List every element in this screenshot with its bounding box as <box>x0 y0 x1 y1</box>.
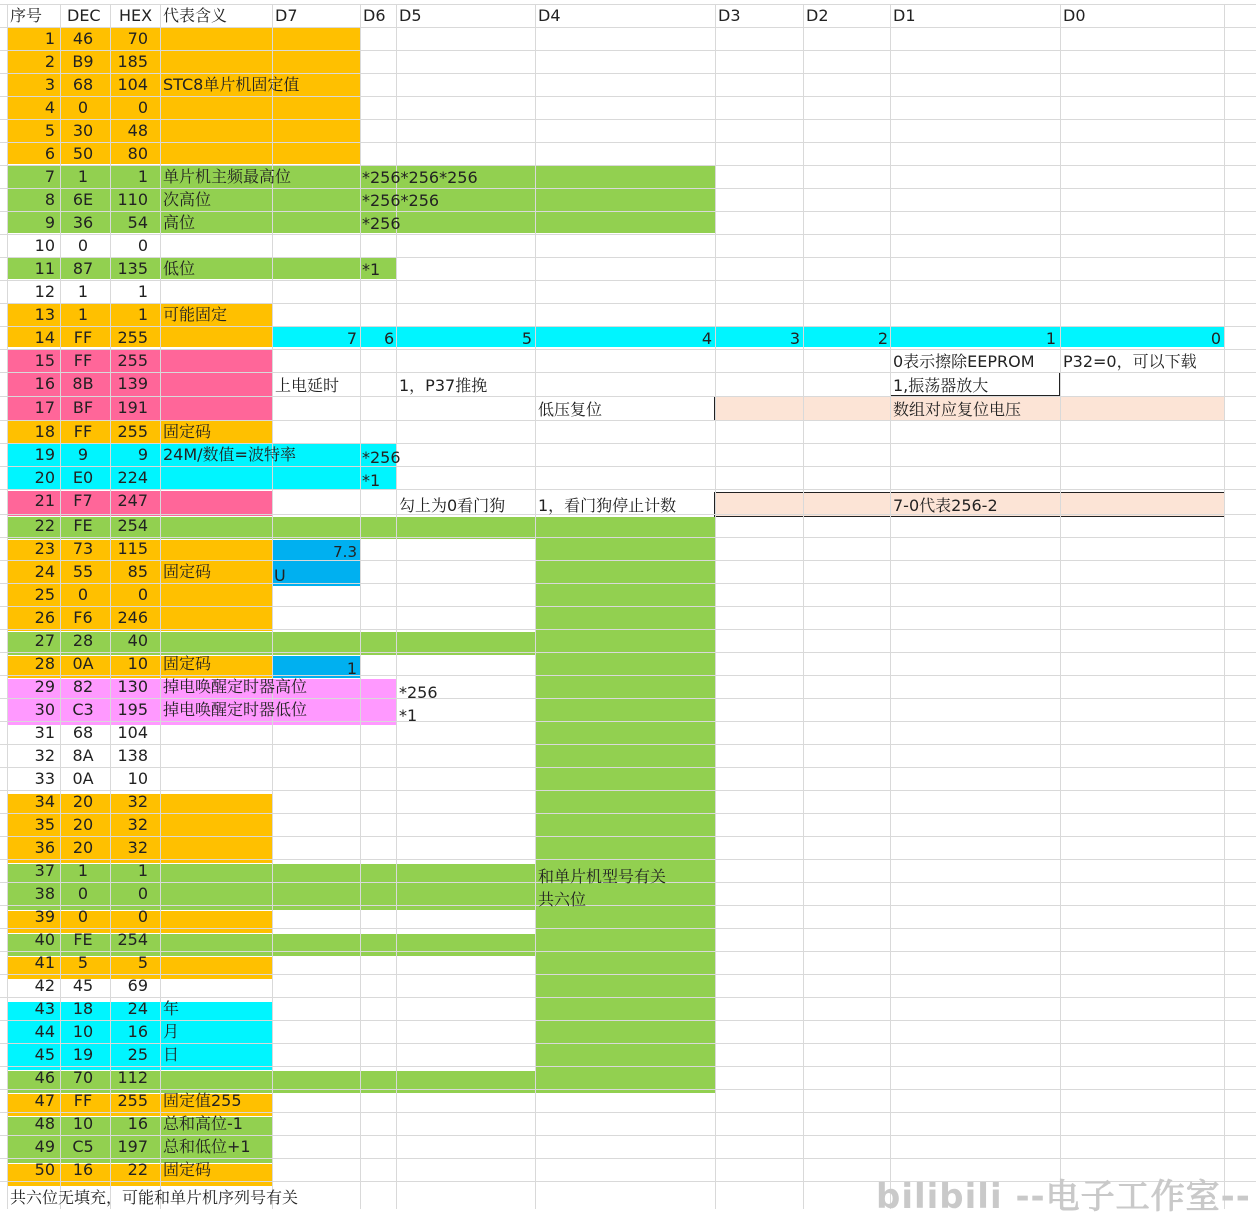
cell-meaning[interactable] <box>160 142 163 165</box>
cell-dec[interactable]: 0A <box>72 654 94 673</box>
row-gridline <box>0 142 1256 143</box>
cell-hex[interactable]: 104 <box>117 75 148 94</box>
cell-index[interactable]: 39 <box>34 907 55 926</box>
cell-hex[interactable]: 10 <box>127 654 148 673</box>
cell-hex[interactable]: 254 <box>117 516 148 535</box>
cell-hex[interactable]: 85 <box>127 562 148 581</box>
row-gridline <box>0 928 1256 929</box>
multiplier-baud-high[interactable]: *256 <box>362 448 401 467</box>
cell-index[interactable]: 19 <box>34 445 55 464</box>
cell-hex[interactable]: 139 <box>117 374 148 393</box>
cell-meaning[interactable] <box>160 396 163 419</box>
cell-dec[interactable]: 30 <box>72 121 94 140</box>
row-gridline <box>0 1043 1256 1044</box>
cell-index[interactable]: 9 <box>44 213 55 232</box>
cell-dec[interactable]: 0 <box>77 98 89 117</box>
cell-index[interactable]: 42 <box>34 976 55 995</box>
cell-meaning[interactable]: 掉电唤醒定时器高位 <box>163 677 308 696</box>
cell-meaning[interactable] <box>160 905 163 928</box>
cell-dec[interactable]: 0 <box>77 884 89 903</box>
row-gridline <box>0 721 1256 722</box>
reset-voltage-note[interactable]: 数组对应复位电压 <box>893 400 1022 419</box>
cell-hex[interactable]: 40 <box>127 631 148 650</box>
cell-index[interactable]: 50 <box>34 1160 55 1179</box>
cell-dec[interactable]: 0 <box>77 585 89 604</box>
cell-hex[interactable]: 0 <box>137 585 148 604</box>
cell-hex[interactable]: 5 <box>137 953 148 972</box>
cell-hex[interactable]: 54 <box>127 213 148 232</box>
cell-index[interactable]: 34 <box>34 792 55 811</box>
column-gridline <box>535 4 536 1209</box>
cell-hex[interactable]: 32 <box>127 838 148 857</box>
bit-1[interactable]: 1 <box>1045 329 1056 348</box>
bit-3[interactable]: 3 <box>789 329 800 348</box>
p32-note[interactable]: P32=0，可以下载 <box>1063 352 1197 371</box>
header-d0[interactable]: D0 <box>1063 6 1086 25</box>
cell-meaning[interactable] <box>160 767 163 790</box>
cell-hex[interactable]: 191 <box>117 398 148 417</box>
cell-dec[interactable]: 20 <box>72 815 94 834</box>
cell-meaning[interactable] <box>160 1066 163 1089</box>
cell-index[interactable]: 12 <box>34 282 55 301</box>
model-note[interactable]: 和单片机型号有关 <box>538 867 667 886</box>
cell-hex[interactable]: 22 <box>127 1160 148 1179</box>
cell-dec[interactable]: 18 <box>72 999 94 1018</box>
row-gridline <box>0 836 1256 837</box>
header-hex[interactable]: HEX <box>119 6 153 25</box>
row-gridline <box>0 790 1256 791</box>
column-gridline <box>360 4 361 1209</box>
cell-index[interactable]: 36 <box>34 838 55 857</box>
cell-meaning[interactable] <box>160 27 163 50</box>
cell-index[interactable]: 22 <box>34 516 55 535</box>
cell-meaning[interactable]: 高位 <box>163 213 196 232</box>
cell-index[interactable]: 17 <box>34 398 55 417</box>
cell-meaning[interactable] <box>160 721 163 744</box>
cell-dec[interactable]: E0 <box>72 468 94 487</box>
cell-index[interactable]: 13 <box>34 305 55 324</box>
cell-dec[interactable]: 5 <box>77 953 89 972</box>
cell-hex[interactable]: 69 <box>127 976 148 995</box>
cell-dec[interactable]: 28 <box>72 631 94 650</box>
cell-dec[interactable]: 73 <box>72 539 94 558</box>
row-gridline <box>0 583 1256 584</box>
cell-meaning[interactable]: 低位 <box>163 259 196 278</box>
cell-hex[interactable]: 110 <box>117 190 148 209</box>
column-gridline <box>1060 4 1061 1209</box>
header-d7[interactable]: D7 <box>275 6 298 25</box>
cell-dec[interactable]: 10 <box>72 1022 94 1041</box>
column-gridline <box>1224 4 1225 1209</box>
row-gridline <box>0 974 1256 975</box>
cell-dec[interactable]: 0A <box>72 769 94 788</box>
cell-index[interactable]: 29 <box>34 677 55 696</box>
row-gridline <box>0 1020 1256 1021</box>
header-d1[interactable]: D1 <box>893 6 916 25</box>
cell-dec[interactable]: 68 <box>72 75 94 94</box>
row-gridline <box>0 489 1256 490</box>
cell-hex[interactable]: 135 <box>117 259 148 278</box>
cell-meaning[interactable] <box>160 928 163 951</box>
cell-index[interactable]: 2 <box>44 52 55 71</box>
cell-meaning[interactable]: 年 <box>163 999 180 1018</box>
cell-dec[interactable]: FE <box>73 516 93 535</box>
cell-dec[interactable]: 55 <box>72 562 94 581</box>
cell-meaning[interactable] <box>160 372 163 395</box>
cell-dec[interactable]: 70 <box>72 1068 94 1087</box>
cell-meaning[interactable]: 次高位 <box>163 190 212 209</box>
cell-meaning[interactable] <box>160 119 163 142</box>
cell-meaning[interactable] <box>160 882 163 905</box>
header-d3[interactable]: D3 <box>718 6 741 25</box>
cell-meaning[interactable]: 日 <box>163 1045 180 1064</box>
cell-dec[interactable]: 20 <box>72 792 94 811</box>
cell-dec[interactable]: 9 <box>77 445 89 464</box>
cell-hex[interactable]: 185 <box>117 52 148 71</box>
cell-index[interactable]: 46 <box>34 1068 55 1087</box>
cell-hex[interactable]: 1 <box>137 861 148 880</box>
cell-meaning[interactable] <box>160 629 163 652</box>
cell-meaning[interactable] <box>160 790 163 813</box>
cell-hex[interactable]: 246 <box>117 608 148 627</box>
cell-index[interactable]: 25 <box>34 585 55 604</box>
header-meaning[interactable]: 代表含义 <box>163 6 228 25</box>
cell-meaning[interactable] <box>160 951 163 974</box>
cell-hex[interactable]: 25 <box>127 1045 148 1064</box>
cell-hex[interactable]: 0 <box>137 907 148 926</box>
cell-dec[interactable]: F6 <box>73 608 93 627</box>
cell-meaning[interactable] <box>160 583 163 606</box>
cell-hex[interactable]: 1 <box>137 167 148 186</box>
cell-meaning[interactable]: 总和高位-1 <box>163 1114 243 1133</box>
cell-index[interactable]: 1 <box>44 29 55 48</box>
cell-hex[interactable]: 0 <box>137 236 148 255</box>
cell-meaning[interactable]: 月 <box>163 1022 180 1041</box>
cell-index[interactable]: 11 <box>34 259 55 278</box>
cell-index[interactable]: 20 <box>34 468 55 487</box>
cell-hex[interactable]: 138 <box>117 746 148 765</box>
cell-index[interactable]: 10 <box>34 236 55 255</box>
cell-index[interactable]: 48 <box>34 1114 55 1133</box>
cell-index[interactable]: 28 <box>34 654 55 673</box>
low-volt-reset-note[interactable]: 低压复位 <box>538 400 603 419</box>
cell-meaning[interactable] <box>160 813 163 836</box>
cell-dec[interactable]: 0 <box>77 907 89 926</box>
cell-index[interactable]: 14 <box>34 328 55 347</box>
row-gridline <box>0 27 1256 28</box>
cell-index[interactable]: 43 <box>34 999 55 1018</box>
cell-index[interactable]: 16 <box>34 374 55 393</box>
bit-4[interactable]: 4 <box>701 329 712 348</box>
cell-dec[interactable]: 20 <box>72 838 94 857</box>
cell-index[interactable]: 44 <box>34 1022 55 1041</box>
multiplier-wakeup-low[interactable]: *1 <box>399 706 418 725</box>
header-d4[interactable]: D4 <box>538 6 561 25</box>
cell-dec[interactable]: 8A <box>72 746 94 765</box>
cell-meaning[interactable] <box>160 280 163 303</box>
header-dec[interactable]: DEC <box>67 6 101 25</box>
cell-dec[interactable]: C5 <box>72 1137 94 1156</box>
cell-dec[interactable]: 0 <box>77 236 89 255</box>
osc-amp-note[interactable]: 1,振荡器放大 <box>893 376 989 395</box>
cell-hex[interactable]: 197 <box>117 1137 148 1156</box>
cell-meaning[interactable]: 固定值255 <box>163 1091 242 1110</box>
cell-hex[interactable]: 9 <box>137 445 148 464</box>
bit-2[interactable]: 2 <box>877 329 888 348</box>
cell-hex[interactable]: 247 <box>117 491 148 510</box>
cell-dec[interactable]: 10 <box>72 1114 94 1133</box>
row-gridline <box>0 606 1256 607</box>
watchdog-idle-note[interactable]: 1，看门狗停止计数 <box>538 496 677 515</box>
cell-meaning[interactable] <box>160 466 163 489</box>
cell-dec[interactable]: 87 <box>72 259 94 278</box>
row-gridline <box>0 280 1256 281</box>
cell-dec[interactable]: 45 <box>72 976 94 995</box>
cell-dec[interactable]: 1 <box>77 861 89 880</box>
cell-hex[interactable]: 255 <box>117 1091 148 1110</box>
cell-index[interactable]: 26 <box>34 608 55 627</box>
voltage-unit[interactable]: U <box>274 566 286 585</box>
cell-index[interactable]: 24 <box>34 562 55 581</box>
cell-hex[interactable]: 1 <box>137 305 148 324</box>
cell-hex[interactable]: 16 <box>127 1114 148 1133</box>
cell-index[interactable]: 8 <box>44 190 55 209</box>
cell-index[interactable]: 30 <box>34 700 55 719</box>
row-28-d7-value[interactable]: 1 <box>346 659 357 678</box>
column-gridline <box>803 4 804 1209</box>
cell-hex[interactable]: 255 <box>117 351 148 370</box>
multiplier-freq-hi[interactable]: *256 <box>362 214 401 233</box>
multiplier-freq-low[interactable]: *1 <box>362 260 381 279</box>
fill-model-block <box>535 517 715 1093</box>
footer-note[interactable]: 共六位无填充，可能和单片机序列号有关 <box>10 1188 299 1207</box>
cell-dec[interactable]: 68 <box>72 723 94 742</box>
cell-meaning[interactable] <box>160 234 163 257</box>
row-gridline <box>0 537 1256 538</box>
cell-hex[interactable]: 112 <box>117 1068 148 1087</box>
cell-index[interactable]: 6 <box>44 144 55 163</box>
cell-dec[interactable]: FF <box>73 351 93 370</box>
cell-meaning[interactable] <box>160 836 163 859</box>
cell-index[interactable]: 38 <box>34 884 55 903</box>
power-delay-note[interactable]: 上电延时 <box>275 376 340 395</box>
cell-index[interactable]: 32 <box>34 746 55 765</box>
cell-meaning[interactable]: 可能固定 <box>163 305 228 324</box>
cell-hex[interactable]: 80 <box>127 144 148 163</box>
header-d6[interactable]: D6 <box>363 6 386 25</box>
cell-dec[interactable]: 1 <box>77 305 89 324</box>
row-gridline <box>0 997 1256 998</box>
cell-index[interactable]: 35 <box>34 815 55 834</box>
cell-dec[interactable]: 1 <box>77 282 89 301</box>
cell-hex[interactable]: 195 <box>117 700 148 719</box>
column-gridline <box>715 4 716 1209</box>
cell-dec[interactable]: C3 <box>72 700 94 719</box>
cell-meaning[interactable] <box>160 974 163 997</box>
row-gridline <box>0 744 1256 745</box>
cell-hex[interactable]: 10 <box>127 769 148 788</box>
multiplier-freq-mid[interactable]: *256*256 <box>362 191 440 210</box>
row-gridline <box>0 119 1256 120</box>
cell-index[interactable]: 4 <box>44 98 55 117</box>
p37-note[interactable]: 1，P37推挽 <box>399 376 488 395</box>
multiplier-freq-high[interactable]: *256*256*256 <box>362 168 478 187</box>
cell-dec[interactable]: F7 <box>73 491 93 510</box>
cell-meaning[interactable]: STC8单片机固定值 <box>163 75 300 94</box>
cell-hex[interactable]: 70 <box>127 29 148 48</box>
cell-index[interactable]: 49 <box>34 1137 55 1156</box>
multiplier-baud-low[interactable]: *1 <box>362 471 381 490</box>
cell-meaning[interactable]: 固定码 <box>163 422 212 441</box>
eeprom-note[interactable]: 0表示擦除EEPROM <box>893 352 1035 371</box>
cell-index[interactable]: 33 <box>34 769 55 788</box>
bit-5[interactable]: 5 <box>521 329 532 348</box>
cell-dec[interactable]: 16 <box>72 1160 94 1179</box>
cell-dec[interactable]: 36 <box>72 213 94 232</box>
header-index[interactable]: 序号 <box>10 6 43 25</box>
cell-index[interactable]: 31 <box>34 723 55 742</box>
cell-hex[interactable]: 32 <box>127 815 148 834</box>
row-gridline <box>0 813 1256 814</box>
cell-index[interactable]: 15 <box>34 351 55 370</box>
cell-hex[interactable]: 115 <box>117 539 148 558</box>
watchdog-note[interactable]: 勾上为0看门狗 <box>399 496 506 515</box>
cell-hex[interactable]: 224 <box>117 468 148 487</box>
cell-hex[interactable]: 130 <box>117 677 148 696</box>
cell-meaning[interactable]: 单片机主频最高位 <box>163 167 292 186</box>
row-gridline <box>0 905 1256 906</box>
cell-meaning[interactable]: 固定码 <box>163 654 212 673</box>
row-gridline <box>0 96 1256 97</box>
row-gridline <box>0 396 1256 397</box>
cell-meaning[interactable] <box>160 859 163 882</box>
cell-hex[interactable]: 48 <box>127 121 148 140</box>
cell-dec[interactable]: 46 <box>72 29 94 48</box>
cell-index[interactable]: 3 <box>44 75 55 94</box>
cell-meaning[interactable]: 掉电唤醒定时器低位 <box>163 700 308 719</box>
cell-index[interactable]: 23 <box>34 539 55 558</box>
column-gridline <box>890 4 891 1209</box>
cell-index[interactable]: 41 <box>34 953 55 972</box>
row-gridline <box>0 859 1256 860</box>
cell-meaning[interactable] <box>160 326 163 349</box>
cell-dec[interactable]: FF <box>73 328 93 347</box>
bilibili-watermark: bilibili --电子工作室-- <box>876 1177 1251 1217</box>
cell-meaning[interactable]: 固定码 <box>163 1160 212 1179</box>
cell-dec[interactable]: 82 <box>72 677 94 696</box>
row-gridline <box>0 50 1256 51</box>
cell-meaning[interactable]: 固定码 <box>163 562 212 581</box>
cell-hex[interactable]: 0 <box>137 98 148 117</box>
cell-index[interactable]: 37 <box>34 861 55 880</box>
header-d2[interactable]: D2 <box>806 6 829 25</box>
row-gridline <box>0 951 1256 952</box>
multiplier-wakeup-high[interactable]: *256 <box>399 683 438 702</box>
cell-meaning[interactable] <box>160 537 163 560</box>
voltage-value[interactable]: 7.3 <box>333 543 357 561</box>
cell-hex[interactable]: 24 <box>127 999 148 1018</box>
cell-dec[interactable]: BF <box>72 398 94 417</box>
cell-dec[interactable]: B9 <box>72 52 94 71</box>
cell-dec[interactable]: 6E <box>72 190 94 209</box>
row-gridline <box>0 466 1256 467</box>
cell-index[interactable]: 7 <box>44 167 55 186</box>
row-gridline <box>0 1066 1256 1067</box>
cell-hex[interactable]: 0 <box>137 884 148 903</box>
model-digits-note[interactable]: 共六位 <box>538 890 587 909</box>
cell-dec[interactable]: FE <box>73 930 93 949</box>
row-gridline <box>0 629 1256 630</box>
cell-hex[interactable]: 32 <box>127 792 148 811</box>
cell-hex[interactable]: 1 <box>137 282 148 301</box>
cell-index[interactable]: 5 <box>44 121 55 140</box>
wdt-prescale-note[interactable]: 7-0代表256-2 <box>893 496 998 515</box>
cell-meaning[interactable] <box>160 50 163 73</box>
row-gridline <box>0 234 1256 235</box>
cell-meaning[interactable]: 总和低位+1 <box>163 1137 251 1156</box>
cell-index[interactable]: 45 <box>34 1045 55 1064</box>
cell-meaning[interactable] <box>160 514 163 537</box>
cell-dec[interactable]: 1 <box>77 167 89 186</box>
cell-meaning[interactable] <box>160 744 163 767</box>
bit-7[interactable]: 7 <box>346 329 357 348</box>
cell-index[interactable]: 47 <box>34 1091 55 1110</box>
cell-dec[interactable]: FF <box>73 1091 93 1110</box>
cell-dec[interactable]: 8B <box>72 374 94 393</box>
cell-meaning[interactable] <box>160 96 163 119</box>
cell-index[interactable]: 27 <box>34 631 55 650</box>
header-d5[interactable]: D5 <box>399 6 422 25</box>
cell-hex[interactable]: 16 <box>127 1022 148 1041</box>
cell-dec[interactable]: 50 <box>72 144 94 163</box>
cell-index[interactable]: 18 <box>34 422 55 441</box>
row-gridline <box>0 767 1256 768</box>
cell-hex[interactable]: 255 <box>117 328 148 347</box>
cell-dec[interactable]: FF <box>73 422 93 441</box>
cell-index[interactable]: 21 <box>34 491 55 510</box>
bit-6[interactable]: 6 <box>384 329 395 348</box>
cell-index[interactable]: 40 <box>34 930 55 949</box>
cell-dec[interactable]: 19 <box>72 1045 94 1064</box>
cell-hex[interactable]: 255 <box>117 422 148 441</box>
cell-hex[interactable]: 104 <box>117 723 148 742</box>
cell-meaning[interactable] <box>160 349 163 372</box>
bit-0[interactable]: 0 <box>1210 329 1221 348</box>
cell-hex[interactable]: 254 <box>117 930 148 949</box>
cell-meaning[interactable] <box>160 489 163 512</box>
cell-meaning[interactable]: 24M/数值=波特率 <box>163 445 296 464</box>
cell-meaning[interactable] <box>160 606 163 629</box>
